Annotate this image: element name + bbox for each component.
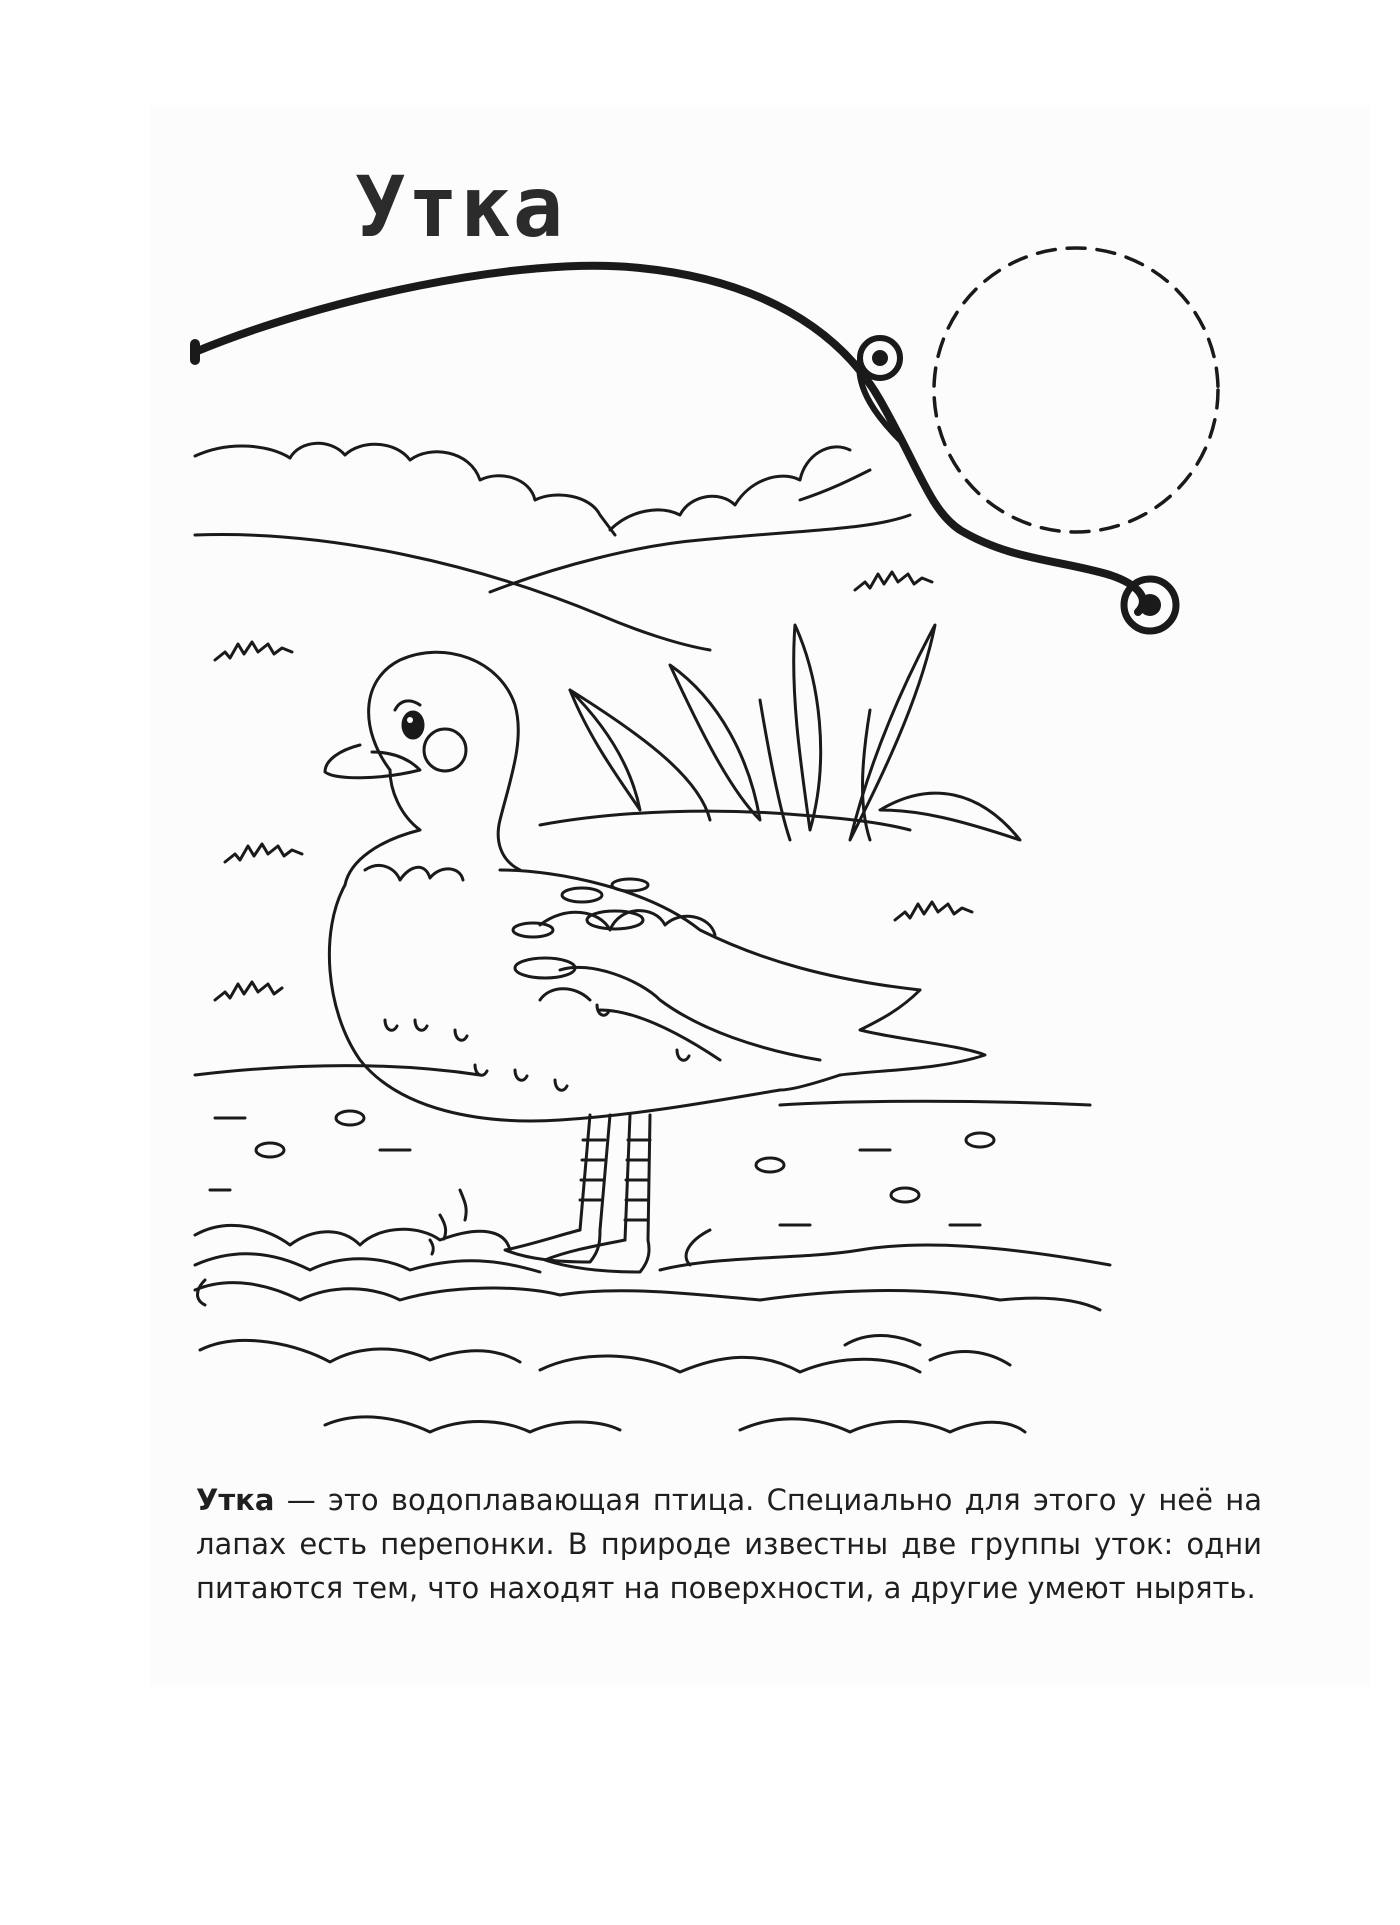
swirl-ornament	[195, 266, 1176, 631]
description-paragraph	[196, 1478, 1262, 1610]
grass-tufts	[215, 572, 972, 1000]
dashed-circle-sticker-spot	[934, 248, 1218, 532]
clouds	[195, 443, 870, 535]
duck-illustration	[325, 652, 985, 1272]
page-title: Утка	[355, 158, 566, 256]
water-waves	[195, 1066, 1110, 1432]
description-text: — это водоплавающая птица. Специально для этого у неё на лапах есть перепонки. В природе известны две группы уток: одни питаются тем, что находят на поверхности, а другие умеют нырять.	[196, 1483, 1262, 1605]
description-term: Утка	[196, 1483, 275, 1517]
reeds	[570, 625, 1020, 840]
